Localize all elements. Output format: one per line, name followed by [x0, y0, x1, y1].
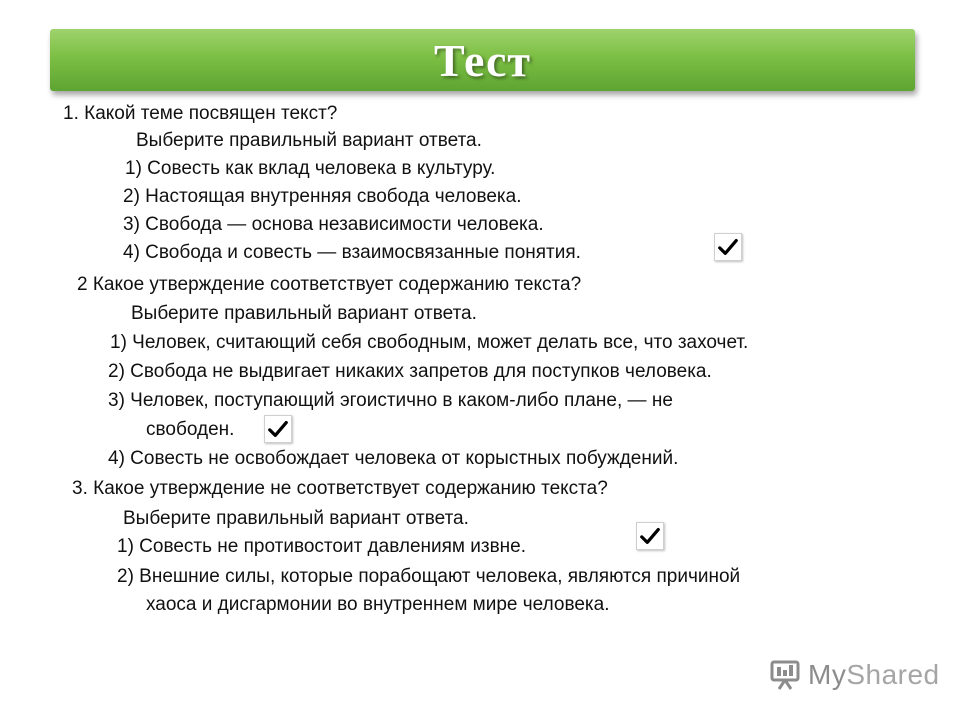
q1-option-2: 2) Настоящая внутренняя свобода человека. [123, 186, 522, 207]
checkmark-icon [636, 522, 664, 550]
q3-option-2-continued: хаоса и дисгармонии во внутреннем мире человека. [146, 594, 610, 615]
slide-title: Тест [434, 34, 531, 86]
q3-question: 3. Какое утверждение не соответствует содержанию текста? [72, 478, 608, 499]
title-banner [50, 29, 915, 91]
q1-option-3: 3) Свобода — основа независимости человека. [123, 214, 544, 235]
q1-option-1: 1) Совесть как вклад человека в культуру. [125, 158, 496, 179]
presentation-icon [768, 658, 802, 692]
q1-instruction: Выберите правильный вариант ответа. [136, 130, 482, 151]
q1-option-4: 4) Свобода и совесть — взаимосвязанные понятия. [123, 242, 581, 263]
q2-option-2: 2) Свобода не выдвигает никаких запретов для поступков человека. [108, 361, 712, 382]
q3-option-2: 2) Внешние силы, которые порабощают человека, являются причиной [117, 566, 741, 587]
checkmark-icon [264, 415, 292, 443]
q2-option-1: 1) Человек, считающий себя свободным, может делать все, что захочет. [110, 332, 749, 353]
q2-option-4: 4) Совесть не освобождает человека от корыстных побуждений. [108, 448, 679, 469]
q1-question: 1. Какой теме посвящен текст? [63, 103, 338, 124]
q2-option-3-continued: свободен. [146, 419, 235, 440]
q2-question: 2 Какое утверждение соответствует содержанию текста? [77, 274, 582, 295]
myshared-logo [768, 655, 940, 695]
q3-instruction: Выберите правильный вариант ответа. [123, 508, 469, 529]
q3-option-1: 1) Совесть не противостоит давлениям извне. [117, 536, 527, 557]
logo-wordmark: MyShared [808, 659, 940, 690]
q2-option-3: 3) Человек, поступающий эгоистично в каком-либо плане, — не [108, 390, 673, 411]
q2-instruction: Выберите правильный вариант ответа. [131, 303, 477, 324]
checkmark-icon [714, 233, 742, 261]
